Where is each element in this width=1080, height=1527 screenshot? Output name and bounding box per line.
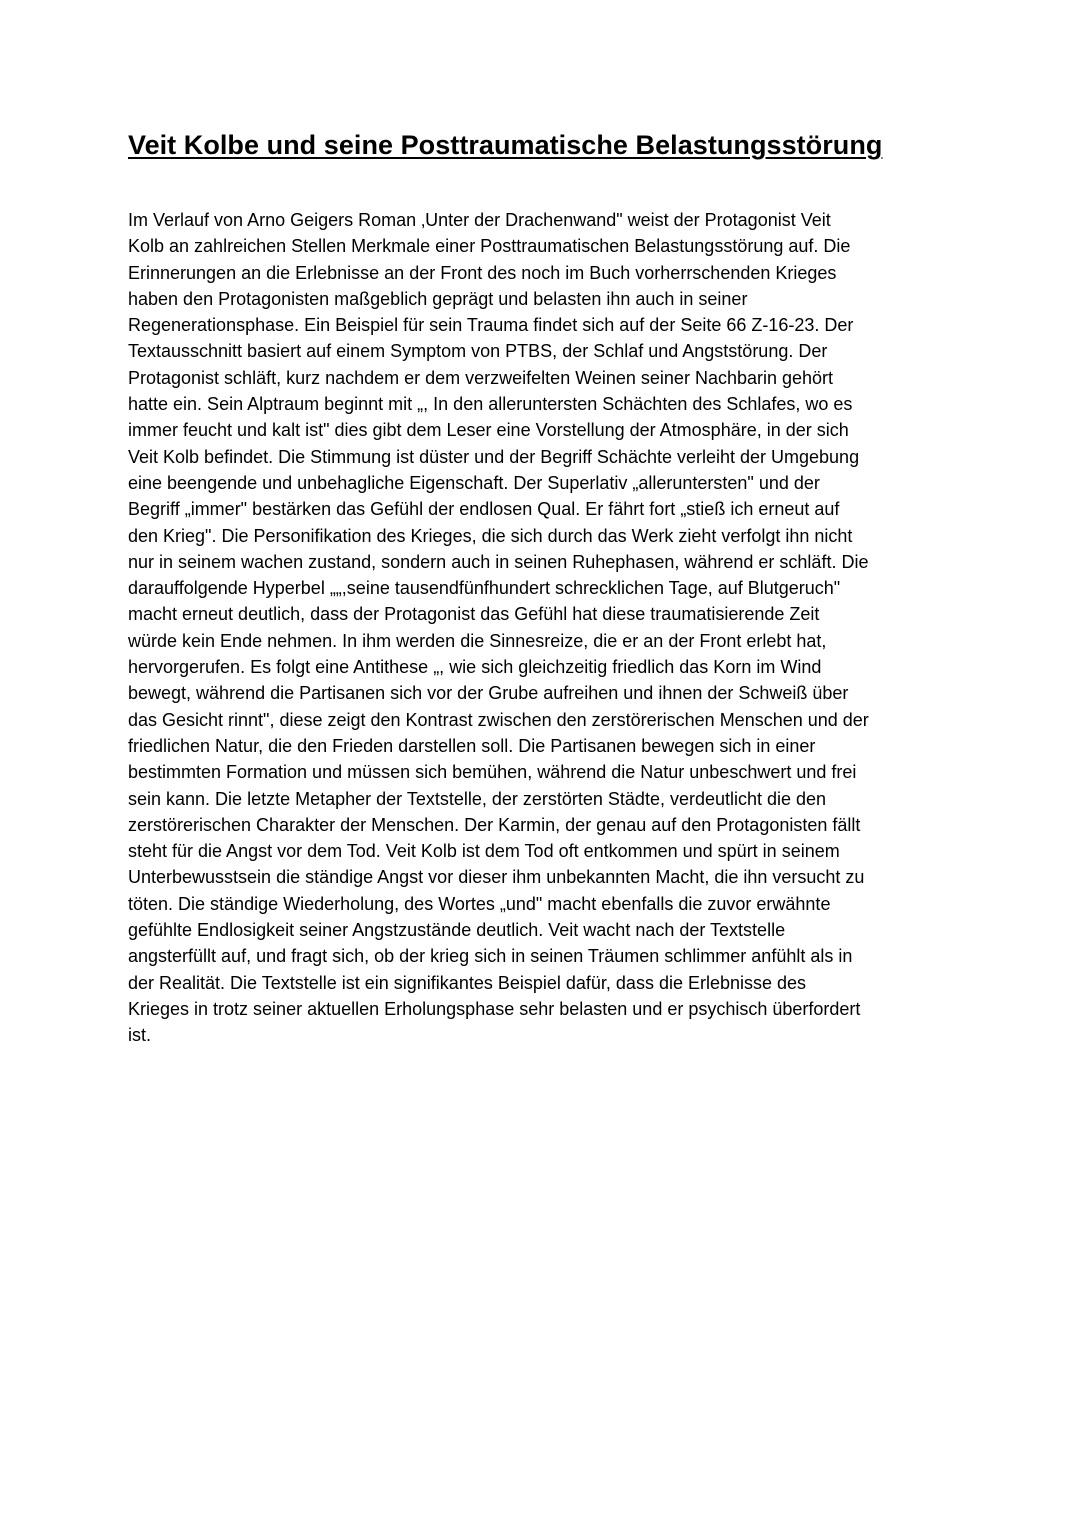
body-line: haben den Protagonisten maßgeblich geprägt und belasten ihn auch in seiner [128,288,748,309]
body-line: steht für die Angst vor dem Tod. Veit Kolb ist dem Tod oft entkommen und spürt in seinem [128,841,840,862]
body-line: Erinnerungen an die Erlebnisse an der Front des noch im Buch vorherrschenden Krieges [128,262,837,283]
body-line: das Gesicht rinnt", diese zeigt den Kontrast zwischen den zerstörerischen Menschen und der [128,709,869,730]
body-line: nur in seinem wachen zustand, sondern auch in seinen Ruhephasen, während er schläft. Die [128,551,869,572]
body-line: töten. Die ständige Wiederholung, des Wortes „und" macht ebenfalls die zuvor erwähnte [128,893,831,914]
body-line: macht erneut deutlich, dass der Protagonist das Gefühl hat diese traumatisierende Zeit [128,604,820,625]
body-line: Textausschnitt basiert auf einem Symptom von PTBS, der Schlaf und Angststörung. Der [128,341,828,362]
body-line: gefühlte Endlosigkeit seiner Angstzustände deutlich. Veit wacht nach der Textstelle [128,920,786,941]
body-line: den Krieg". Die Personifikation des Krieges, die sich durch das Werk zieht verfolgt ihn nicht [128,525,853,546]
body-line: bestimmten Formation und müssen sich bemühen, während die Natur unbeschwert und frei [128,762,857,783]
body-line: ist. [128,1025,152,1046]
body-line: immer feucht und kalt ist" dies gibt dem Leser eine Vorstellung der Atmosphäre, in der sich [128,420,849,441]
body-line: hatte ein. Sein Alptraum beginnt mit „, In den alleruntersten Schächten des Schlafes, wo es [128,394,853,415]
body-line: angsterfüllt auf, und fragt sich, ob der krieg sich in seinen Träumen schlimmer anfühlt als in [128,946,853,967]
body-line: darauffolgende Hyperbel „„,seine tausendfünfhundert schrecklichen Tage, auf Blutgeruch" [128,578,841,599]
document-body [128,207,968,1049]
body-line: würde kein Ende nehmen. In ihm werden die Sinnesreize, die er an der Front erlebt hat, [128,630,827,651]
body-line: eine beengende und unbehagliche Eigenschaft. Der Superlativ „alleruntersten" und der [128,472,820,493]
body-line: Im Verlauf von Arno Geigers Roman ‚Unter der Drachenwand" weist der Protagonist Veit [128,210,831,230]
body-line: Protagonist schläft, kurz nachdem er dem verzweifelten Weinen seiner Nachbarin gehört [128,367,834,388]
body-line: hervorgerufen. Es folgt eine Antithese „, wie sich gleichzeitig friedlich das Korn im Wind [128,657,822,678]
body-line: bewegt, während die Partisanen sich vor der Grube aufreihen und ihnen der Schweiß über [128,683,849,704]
body-line: sein kann. Die letzte Metapher der Textstelle, der zerstörten Städte, verdeutlicht die den [128,788,827,809]
body-line: Kolb an zahlreichen Stellen Merkmale einer Posttraumatischen Belastungsstörung auf. Die [128,236,851,257]
body-line: Unterbewusstsein die ständige Angst vor dieser ihm unbekannten Macht, die ihn versucht zu [128,867,865,888]
body-line: Veit Kolb befindet. Die Stimmung ist düster und der Begriff Schächte verleiht der Umgebung [128,446,860,467]
document-title: Veit Kolbe und seine Posttraumatische Belastungsstörung [128,130,883,160]
body-line: Begriff „immer" bestärken das Gefühl der endlosen Qual. Er fährt fort „stieß ich erneut auf [128,499,840,520]
body-line: friedlichen Natur, die den Frieden darstellen soll. Die Partisanen bewegen sich in einer [128,735,816,756]
body-line: der Realität. Die Textstelle ist ein signifikantes Beispiel dafür, dass die Erlebnisse des [128,972,807,993]
body-line: Regenerationsphase. Ein Beispiel für sein Trauma findet sich auf der Seite 66 Z-16-23. Der [128,315,854,336]
body-line: zerstörerischen Charakter der Menschen. Der Karmin, der genau auf den Protagonisten fällt [128,814,861,835]
body-line: Krieges in trotz seiner aktuellen Erholungsphase sehr belasten und er psychisch überfordert [128,998,861,1019]
